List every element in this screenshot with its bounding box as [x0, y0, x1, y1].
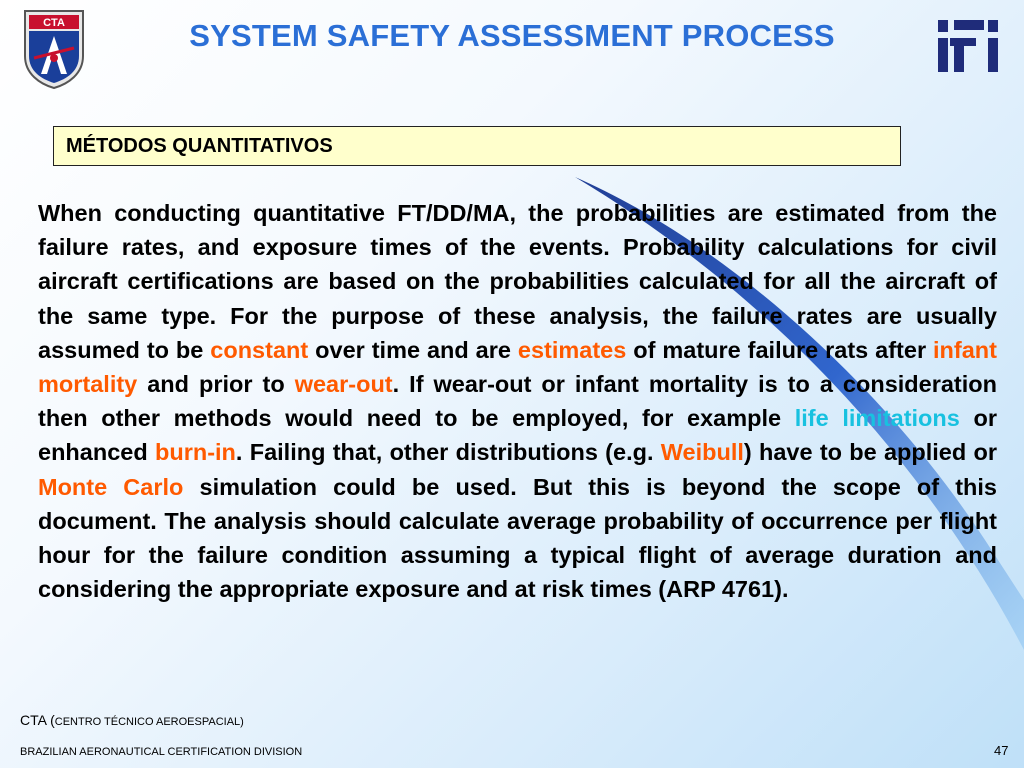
- highlight-weibull: Weibull: [660, 439, 744, 466]
- body-text-segment: simulation could be used. But this is beyond the scope of this document. The analysis should calculate average probability of occurrence per flight hour for the failure condition assuming a typical flight of average duration and considering the appropriate exposure and at risk times (ARP 4761).: [38, 473, 997, 603]
- footer-cta: [20, 712, 244, 728]
- footer-cta-name: CENTRO TÉCNICO AEROESPACIAL): [54, 716, 244, 728]
- body-text-segment: and prior to: [137, 371, 295, 398]
- footer-cta-prefix: CTA (: [20, 712, 55, 728]
- cta-logo-label: CTA: [43, 17, 65, 29]
- body-text-segment: . Failing that, other distributions (e.g.: [235, 439, 661, 466]
- body-paragraph: [38, 196, 997, 606]
- body-text-segment: or enhanced: [38, 405, 997, 466]
- slide-title: SYSTEM SAFETY ASSESSMENT PROCESS: [189, 18, 835, 53]
- body-text-segment: of mature failure rats after: [626, 336, 934, 363]
- section-subtitle-box: [53, 126, 901, 166]
- body-text-segment: ) have to be applied or: [743, 439, 998, 466]
- footer-division: BRAZILIAN AERONAUTICAL CERTIFICATION DIVISION: [20, 746, 303, 758]
- highlight-life-limitations: life limitations: [794, 405, 960, 432]
- highlight-burn-in: burn-in: [154, 439, 236, 466]
- highlight-wear-out: wear-out: [294, 371, 393, 398]
- highlight-monte-carlo: Monte Carlo: [38, 473, 184, 500]
- body-text-segment: over time and are: [308, 336, 518, 363]
- highlight-constant: constant: [210, 336, 309, 363]
- body-text-segment: . If wear-out or infant mortality is to a consideration then other methods would need to be employed, for example: [38, 371, 997, 432]
- section-subtitle: MÉTODOS QUANTITATIVOS: [66, 134, 333, 157]
- highlight-infant-mortality: infant mortality: [38, 336, 997, 398]
- body-text-segment: When conducting quantitative FT/DD/MA, the probabilities are estimated from the failure rates, and exposure times of the events. Probability calculations for civil aircraft certifications are based on the probabilities calculated for all the aircraft of the same type. For the purpose of these analysis, the failure rates are usually assumed to be: [38, 200, 997, 363]
- highlight-estimates: estimates: [517, 336, 627, 363]
- page-number: 47: [994, 743, 1009, 758]
